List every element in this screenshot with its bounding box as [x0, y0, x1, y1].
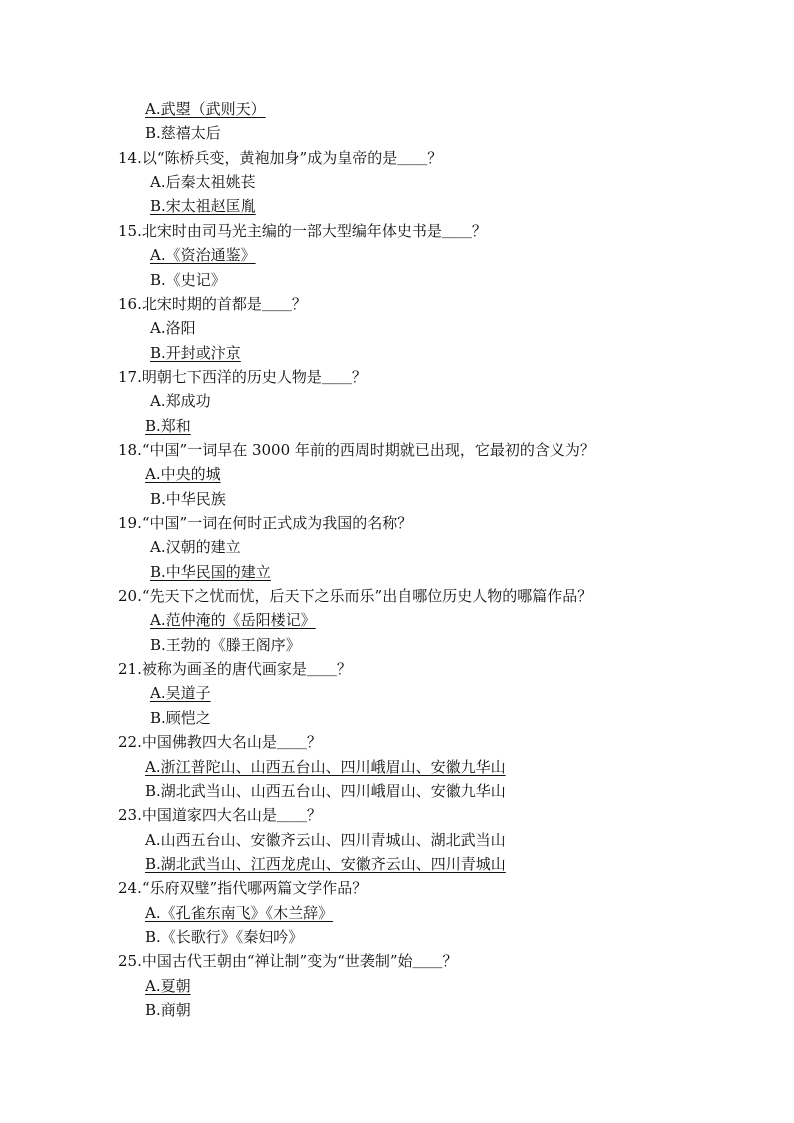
question-text: 16.北宋时期的首都是＿＿？	[118, 294, 307, 313]
answer-option: B.慈禧太后	[145, 124, 221, 143]
answer-option-correct: A.《资治通鉴》	[150, 246, 256, 265]
question-text: 19.“中国”一词在何时正式成为我国的名称？	[118, 514, 413, 532]
answer-option-correct: B.宋太祖赵匡胤	[150, 197, 256, 216]
answer-option-correct: B.郑和	[145, 416, 191, 435]
question-text: 24.“乐府双璧”指代哪两篇文学作品？	[118, 879, 368, 898]
answer-option-correct: A.吴道子	[150, 684, 211, 703]
answer-option-correct: B.湖北武当山、江西龙虎山、安徽齐云山、四川青城山	[145, 854, 506, 873]
question-text: 17.明朝七下西洋的历史人物是＿＿？	[118, 367, 367, 386]
answer-option-correct: A.中央的城	[145, 465, 221, 484]
question-text: 25.中国古代王朝由“禅让制”变为“世袭制”始＿＿？	[118, 952, 458, 971]
answer-option-correct: A.范仲淹的《岳阳楼记》	[150, 611, 316, 630]
question-text: 21.被称为画圣的唐代画家是＿＿？	[118, 660, 352, 679]
answer-option: B.商朝	[145, 1001, 191, 1019]
answer-option: A.后秦太祖姚苌	[150, 173, 256, 192]
question-text: 14.以“陈桥兵变，黄袍加身”成为皇帝的是＿＿？	[118, 148, 443, 167]
answer-option: A.郑成功	[150, 392, 211, 411]
answer-option-correct: B.开封或汴京	[150, 343, 241, 362]
answer-option-correct: A.武曌（武则天）	[145, 100, 266, 118]
answer-option: A.山西五台山、安徽齐云山、四川青城山、湖北武当山	[145, 830, 506, 849]
answer-option: A.洛阳	[150, 319, 196, 338]
answer-option-correct: A.夏朝	[145, 976, 191, 995]
question-text: 20.“先天下之忧而忧，后天下之乐而乐”出自哪位历史人物的哪篇作品？	[118, 587, 593, 605]
question-text: 23.中国道家四大名山是＿＿？	[118, 806, 322, 825]
answer-option-correct: B.中华民国的建立	[150, 562, 271, 581]
answer-option: B.顾恺之	[150, 708, 211, 727]
question-text: 15.北宋时由司马光主编的一部大型编年体史书是＿＿？	[118, 221, 487, 240]
answer-option: A.汉朝的建立	[150, 538, 241, 557]
answer-option: B.《史记》	[150, 270, 226, 289]
answer-option-correct: A.浙江普陀山、山西五台山、四川峨眉山、安徽九华山	[145, 757, 506, 776]
answer-option: B.王勃的《滕王阁序》	[150, 635, 301, 654]
answer-option: B.中华民族	[150, 489, 226, 508]
answer-option-correct: A.《孔雀东南飞》《木兰辞》	[145, 903, 334, 922]
question-text: 22.中国佛教四大名山是＿＿？	[118, 733, 322, 752]
answer-option: B.湖北武当山、山西五台山、四川峨眉山、安徽九华山	[145, 781, 506, 800]
question-text: 18.“中国”一词早在 3000 年前的西周时期就已出现，它最初的含义为？	[118, 440, 595, 459]
answer-option: B.《长歌行》《秦妇吟》	[145, 927, 304, 946]
